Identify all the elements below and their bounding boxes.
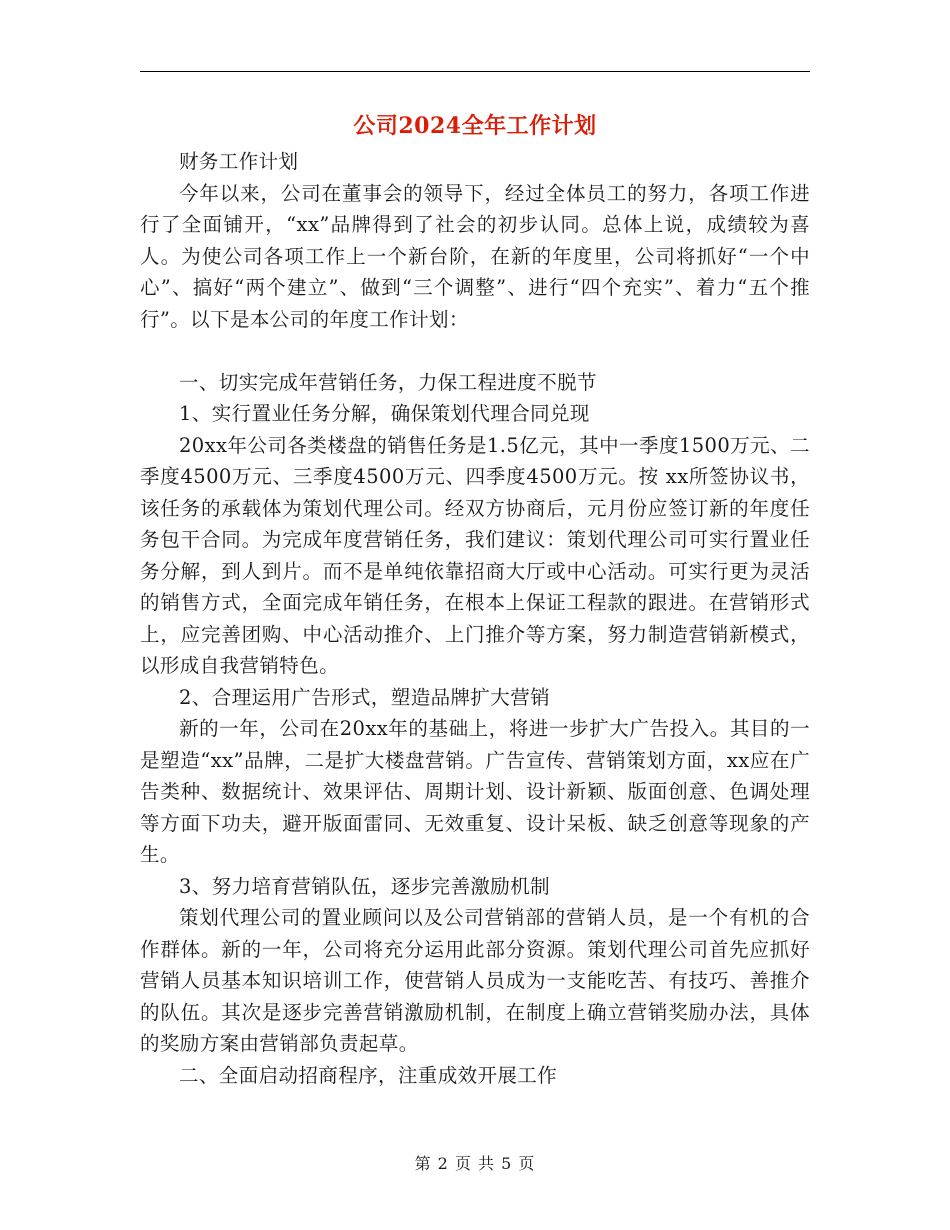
- body-paragraph-3: 策划代理公司的置业顾问以及公司营销部的营销人员，是一个有机的合作群体。新的一年，公司将充分运用此部分资源。策划代理公司首先应抓好营销人员基本知识培训工作，使营销人员成为一支能吃苦、有技巧、善推介的队伍。其次是逐步完善营销激励机制，在制度上确立营销奖励办法，具体的奖励方案由营销部负责起草。: [140, 906, 810, 1055]
- document-body: [140, 146, 810, 1091]
- chapter-heading-1: 一、切实完成年营销任务，力保工程进度不脱节: [179, 370, 597, 394]
- subheading-2: 2、合理运用广告形式，塑造品牌扩大营销: [179, 685, 551, 709]
- header-rule: [140, 71, 810, 72]
- body-paragraph-1: 20xx年公司各类楼盘的销售任务是1.5亿元，其中一季度1500万元、二季度4500万元、三季度4500万元、四季度4500万元。按 xx所签协议书，该任务的承载体为策划代理公司。经双方协商后，元月份应签订新的年度任务包干合同。为完成年度营销任务，我们建议：策划代理公司可实行置业任务分解，到人到片。而不是单纯依靠招商大厅或中心活动。可实行更为灵活的销售方式，全面完成年销任务，在根本上保证工程款的跟进。在营销形式上，应完善团购、中心活动推介、上门推介等方案，努力制造营销新模式，以形成自我营销特色。: [140, 433, 810, 677]
- page-footer: 第 2 页 共 5 页: [414, 1154, 536, 1173]
- body-paragraph-2: 新的一年，公司在20xx年的基础上，将进一步扩大广告投入。其目的一是塑造“xx”品牌，二是扩大楼盘营销。广告宣传、营销策划方面，xx应在广告类种、数据统计、效果评估、周期计划、设计新颖、版面创意、色调处理等方面下功夫，避开版面雷同、无效重复、设计呆板、缺乏创意等现象的产生。: [140, 717, 810, 866]
- chapter-heading-2: 二、全面启动招商程序，注重成效开展工作: [179, 1063, 558, 1087]
- intro-paragraph: 今年以来，公司在董事会的领导下，经过全体员工的努力，各项工作进行了全面铺开，“xx”品牌得到了社会的初步认同。总体上说，成绩较为喜人。为使公司各项工作上一个新台阶，在新的年度里，公司将抓好“一个中心”、搞好“两个建立”、做到“三个调整”、进行“四个充实”、着力“五个推行”。以下是本公司的年度工作计划：: [140, 181, 810, 331]
- document-title: 公司2024全年工作计划: [353, 113, 597, 139]
- section-heading: 财务工作计划: [179, 150, 299, 173]
- subheading-3: 3、努力培育营销队伍，逐步完善激励机制: [179, 874, 551, 898]
- subheading-1: 1、实行置业任务分解，确保策划代理合同兑现: [179, 402, 590, 425]
- paragraph-gap: [140, 335, 810, 367]
